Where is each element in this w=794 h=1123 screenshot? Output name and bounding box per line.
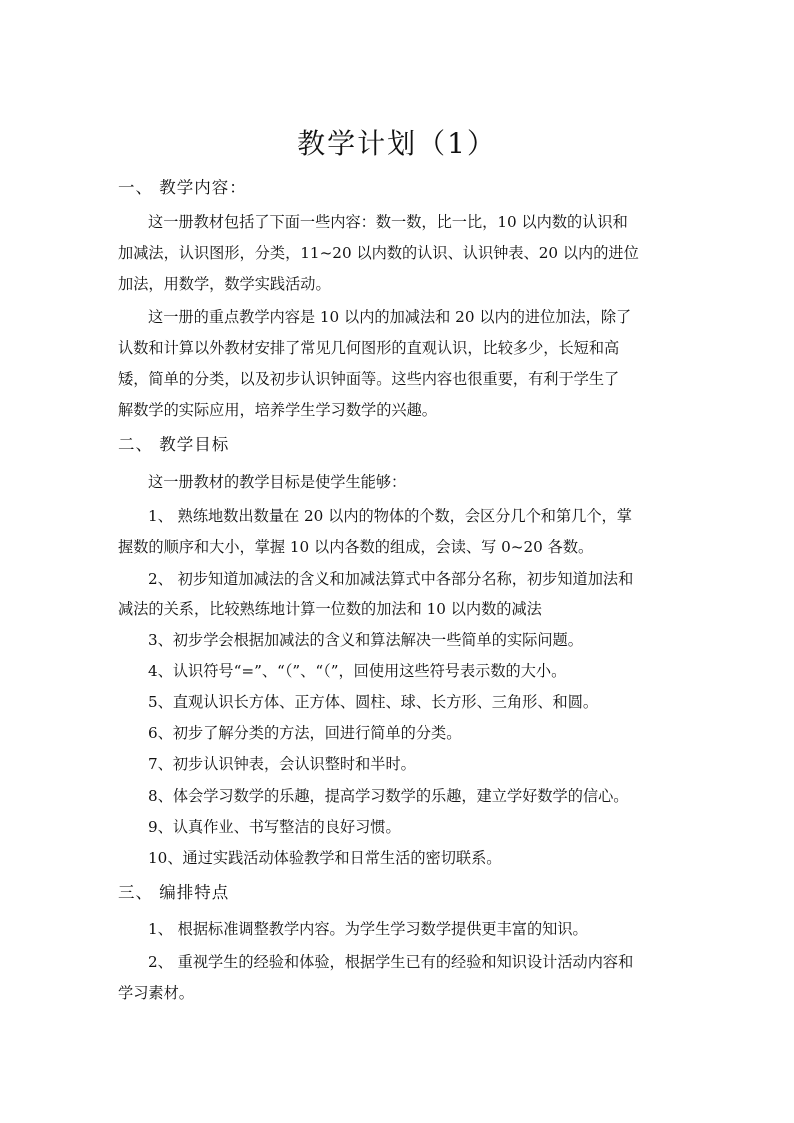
list-item-line: 1、 熟练地数出数量在 20 以内的物体的个数，会区分几个和第几个，掌 — [148, 507, 632, 525]
document-title: 教学计划（1） — [297, 127, 497, 160]
list-item-line: 1、 根据标准调整教学内容。为学生学习数学提供更丰富的知识。 — [148, 920, 588, 938]
paragraph-line: 这一册教材包括了下面一些内容：数一数，比一比，10 以内数的认识和 — [148, 213, 628, 231]
paragraph-line: 认数和计算以外教材安排了常见几何图形的直观认识，比较多少，长短和高 — [118, 339, 620, 357]
section-heading-content: 一、 教学内容： — [118, 178, 247, 197]
list-item-line: 6、初步了解分类的方法，回进行简单的分类。 — [148, 724, 462, 742]
list-item-line: 4、认识符号“=”、“（”、“（”，回使用这些符号表示数的大小。 — [148, 662, 567, 680]
paragraph-line: 这一册的重点教学内容是 10 以内的加减法和 20 以内的进位加法，除了 — [148, 308, 632, 326]
list-item-line: 3、初步学会根据加减法的含义和算法解决一些简单的实际问题。 — [148, 631, 583, 649]
list-item-line: 5、直观认识长方体、正方体、圆柱、球、长方形、三角形、和圆。 — [148, 693, 599, 711]
list-item-line: 学习素材。 — [118, 984, 194, 1002]
paragraph-line: 加减法，认识图形，分类，11~20 以内数的认识、认识钟表、20 以内的进位 — [118, 244, 639, 262]
section-heading-goals: 二、 教学目标 — [118, 435, 230, 454]
list-item-line: 握数的顺序和大小，掌握 10 以内各数的组成，会读、写 0~20 各数。 — [118, 538, 594, 556]
section-intro: 这一册教材的教学目标是使学生能够： — [148, 473, 407, 491]
list-item-line: 10、通过实践活动体验教学和日常生活的密切联系。 — [148, 849, 502, 867]
section-heading-features: 三、 编排特点 — [118, 883, 230, 902]
list-item-line: 9、认真作业、书写整洁的良好习惯。 — [148, 818, 401, 836]
list-item-line: 7、初步认识钟表，会认识整时和半时。 — [148, 755, 416, 773]
list-item-line: 2、 初步知道加减法的含义和加减法算式中各部分名称，初步知道加法和 — [148, 570, 634, 588]
paragraph-line: 解数学的实际应用，培养学生学习数学的兴趣。 — [118, 401, 437, 419]
list-item-line: 2、 重视学生的经验和体验，根据学生已有的经验和知识设计活动内容和 — [148, 953, 634, 971]
paragraph-line: 加法，用数学，数学实践活动。 — [118, 275, 331, 293]
paragraph-line: 矮，简单的分类，以及初步认识钟面等。这些内容也很重要，有利于学生了 — [118, 370, 620, 388]
list-item-line: 8、体会学习数学的乐趣，提高学习数学的乐趣，建立学好数学的信心。 — [148, 787, 629, 805]
list-item-line: 减法的关系，比较熟练地计算一位数的加法和 10 以内数的减法 — [118, 600, 542, 618]
